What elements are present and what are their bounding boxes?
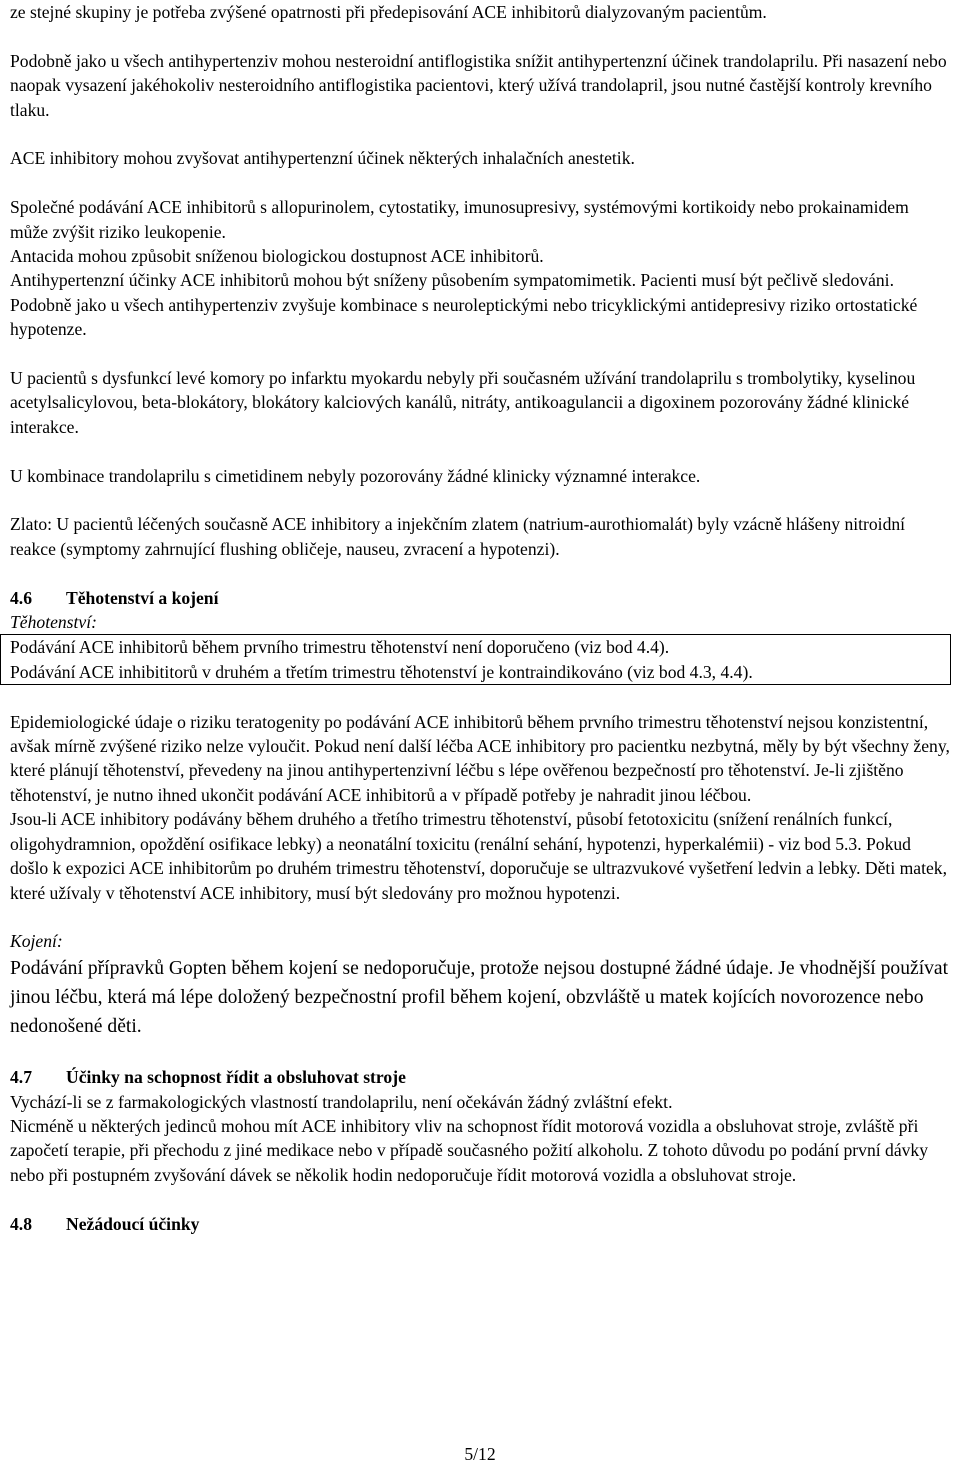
document-page: [10, 0, 950, 1236]
pregnancy-label: Těhotenství:: [10, 612, 97, 633]
breastfeeding-label: Kojení:: [10, 931, 63, 952]
section-title: Účinky na schopnost řídit a obsluhovat stroje: [66, 1067, 406, 1088]
paragraph-sympathomimetics: Antihypertenzní účinky ACE inhibitorů mohou být sníženy působením sympatomimetik. Pacienti musí být pečlivě sledováni.: [10, 270, 894, 291]
boxed-line-first-trimester: Podávání ACE inhibitorů během prvního trimestru těhotenství není doporučeno (viz bod 4.4).: [10, 637, 670, 658]
paragraph-driving: Nicméně u některých jedinců mohou mít ACE inhibitory vliv na schopnost řídit motorová vozidla a obsluhovat stroje, zvláště při započetí terapie, při přechodu z jiné medikace nebo v případě současného požití alkoholu. Z tohoto důvodu po podání první dávky nebo při postupném zvyšování dávek se několik hodin nedoporučuje řídit motorová vozidla a obsluhovat stroje.: [10, 1115, 929, 1185]
paragraph-nsaid: Podobně jako u všech antihypertenziv mohou nesteroidní antiflogistika snížit antihypertenzní účinek trandolaprilu. Při nasazení nebo naopak vysazení jakéhokoliv nesteroidního antiflogistika pacientovi, který užívá trandolapril, jsou nutné častější kontroly krevního tlaku.: [10, 50, 947, 120]
paragraph-fetotoxicity: Jsou-li ACE inhibitory podávány během druhého a třetího trimestru těhotenství, působí fetotoxicitu (snížení renálních funkcí, oligohydramnion, opoždění osifikace lebky) a neonatální toxicitu (renální sehání, hypotenzi, hyperkalémii) - viz bod 5.3. Pokud došlo k expozici ACE inhibitorům po druhém trimestru těhotenství, doporučuje se ultrazvukové vyšetření ledvin a lebky. Děti matek, které užívaly v těhotenství ACE inhibitory, musí být sledovány pro možnou hypotenzi.: [10, 809, 947, 903]
paragraph-cimetidine: U kombinace trandolaprilu s cimetidinem nebyly pozorovány žádné klinicky významné interakce.: [10, 465, 701, 486]
paragraph-orthostatic: Podobně jako u všech antihypertenziv zvyšuje kombinace s neuroleptickými nebo tricyklickými antidepresivy riziko ortostatické hypotenze.: [10, 294, 918, 340]
section-number: 4.7: [10, 1067, 32, 1088]
section-heading-4-7: [10, 1065, 950, 1089]
paragraph-breastfeeding: Podávání přípravků Gopten během kojení se nedoporučuje, protože nejsou dostupné žádné údaje. Je vhodnější používat jinou léčbu, která má lépe doložený bezpečnostní profil během kojení, obzvláště u matek kojících novorozence nebo nedonošené děti.: [10, 957, 949, 1037]
paragraph-leukopenia: Společné podávání ACE inhibitorů s allopurinolem, cytostatiky, imunosupresivy, systémovými kortikoidy nebo prokainamidem může zvýšit riziko leukopenie.: [10, 197, 909, 242]
section-number: 4.8: [10, 1213, 32, 1234]
paragraph-dialysis: ze stejné skupiny je potřeba zvýšené opatrnosti při předepisování ACE inhibitorů dialyzovaným pacientům.: [10, 2, 767, 22]
paragraph-pharmacology: Vychází-li se z farmakologických vlastností trandolaprilu, není očekáván žádný zvláštní efekt.: [10, 1091, 673, 1112]
section-title: Těhotenství a kojení: [66, 587, 219, 608]
paragraph-epidemiology: Epidemiologické údaje o riziku teratogenity po podávání ACE inhibitorů během prvního trimestru těhotenství nejsou konzistentní, avšak mírně zvýšené riziko nelze vyloučit. Pokud není další léčba ACE inhibitory pro pacientku nezbytná, měly by být všechny ženy, které plánují těhotenství, převedeny na jinou antihypertenzivní léčbu s lépe ověřenou bezpečností pro těhotenství. Je-li zjištěno těhotenství, je nutno ihned ukončit podávání ACE inhibitorů a v případě potřeby je nahradit jinou léčbou.: [10, 711, 950, 805]
page-number: 5/12: [464, 1444, 496, 1464]
paragraph-antacids: Antacida mohou způsobit sníženou biologickou dostupnost ACE inhibitorů.: [10, 246, 544, 267]
paragraph-ventricular-dysfunction: U pacientů s dysfunkcí levé komory po infarktu myokardu nebyly při současném užívání trandolaprilu s trombolytiky, kyselinou acetylsalicylovou, beta-blokátory, blokátory kalciových kanálů, nitráty, antikoagulancii a digoxinem pozorovány žádné klinické interakce.: [10, 368, 916, 437]
section-title: Nežádoucí účinky: [66, 1213, 200, 1234]
section-heading-4-6: [10, 586, 950, 610]
section-number: 4.6: [10, 587, 32, 608]
boxed-line-second-third-trimester: Podávání ACE inhibititorů v druhém a třetím trimestru těhotenství je kontraindikováno (viz bod 4.3, 4.4).: [10, 661, 753, 682]
pregnancy-warning-box: [0, 634, 951, 685]
paragraph-gold: Zlato: U pacientů léčených současně ACE inhibitory a injekčním zlatem (natrium-aurothiomalát) byly vzácně hlášeny nitroidní reakce (symptomy zahrnující flushing obličeje, nauseu, zvracení a hypotenzi).: [10, 514, 906, 559]
paragraph-anesthetics: ACE inhibitory mohou zvyšovat antihypertenzní účinek některých inhalačních anestetik.: [10, 148, 635, 169]
section-heading-4-8: [10, 1212, 950, 1236]
